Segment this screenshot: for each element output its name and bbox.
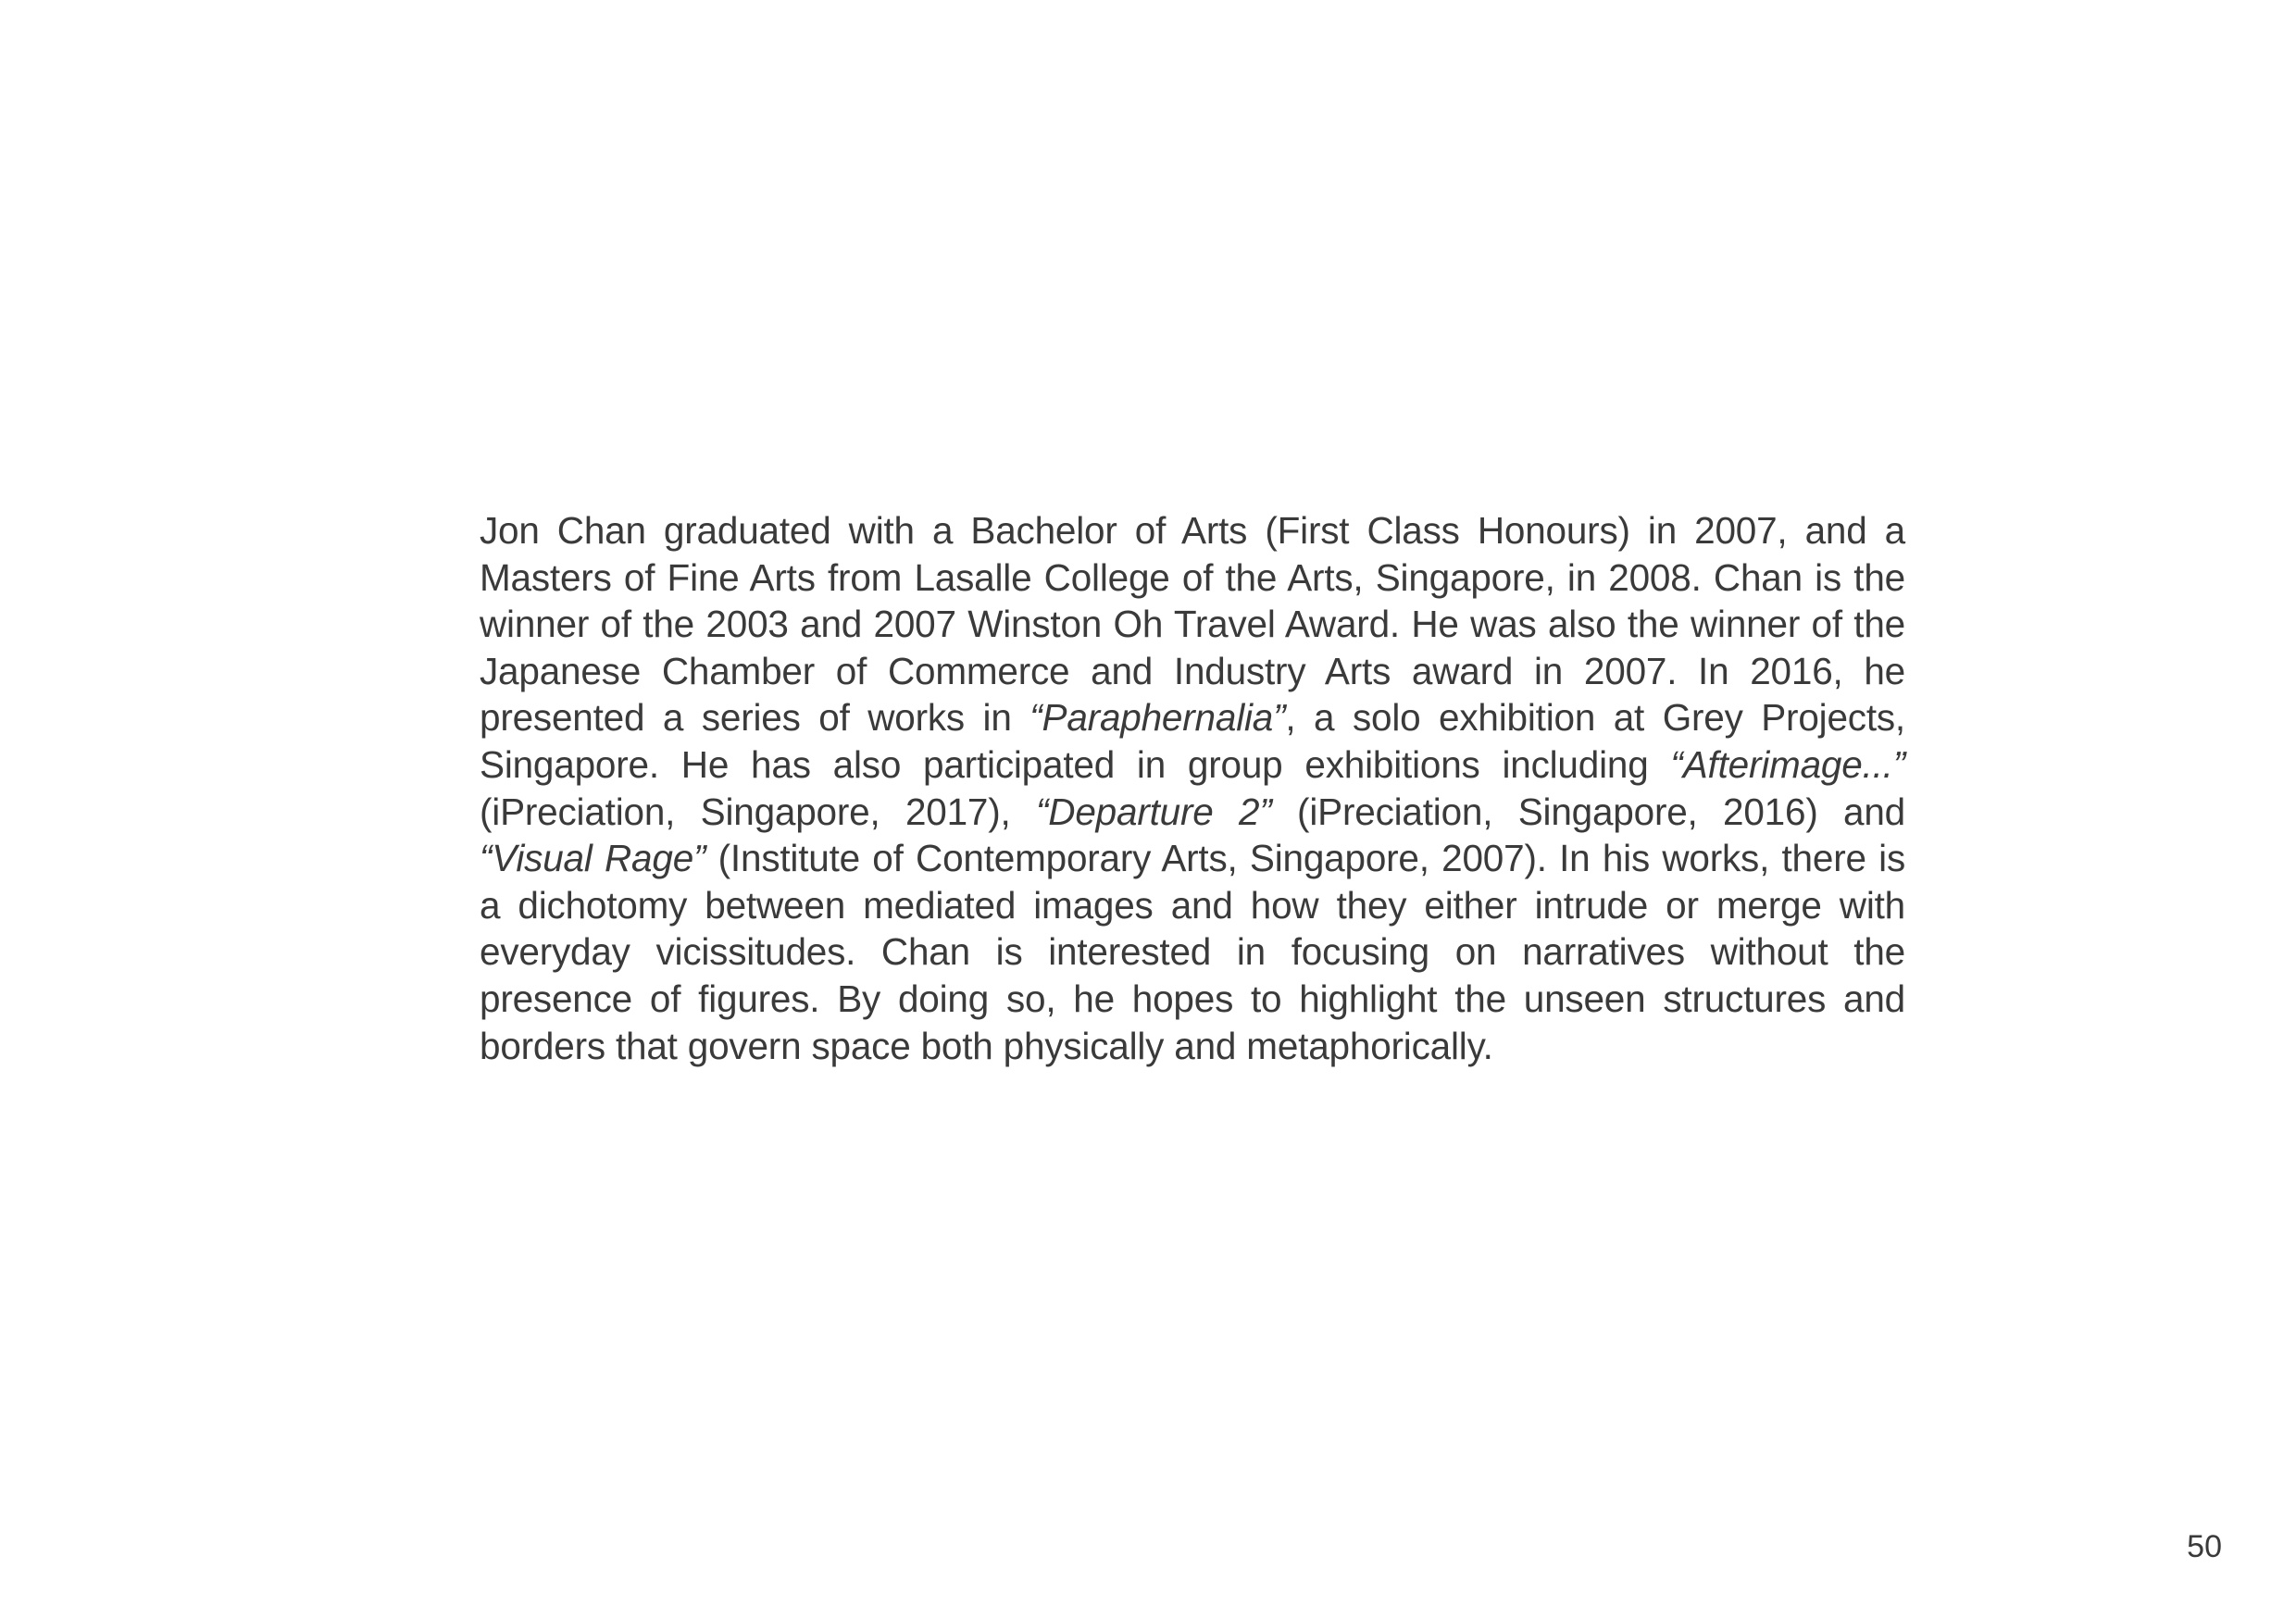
exhibition-title-paraphernalia: “Paraphernalia”	[1029, 696, 1286, 740]
exhibition-title-visual-rage: “Visual Rage”	[480, 837, 706, 880]
artist-biography	[480, 507, 1905, 1069]
page-number: 50	[2187, 1529, 2222, 1564]
exhibition-title-afterimage: “Afterimage...”	[1670, 742, 1905, 786]
exhibition-title-departure-2: “Departure 2”	[1036, 790, 1272, 833]
bio-text-segment: Jon Chan graduated with a Bachelor of Arts (First Class Honours) in 2007, and a Masters of Fine Arts from Lasalle College of the Arts, Singapore, in 2008. Chan is the winner of the 2003 and 2007 Winston Oh Travel Award. He was also the winner of the Japanese Chamber of Commerce and Industry Arts award in 2007. In 2016, he presented a series of works in	[480, 509, 1905, 740]
bio-text-segment: , a solo exhibition at Grey Projects, Singapore. He has also participated in group exhibitions including	[480, 696, 1905, 786]
bio-text-segment: (iPreciation, Singapore, 2017),	[480, 790, 1037, 833]
bio-text-segment: (Institute of Contemporary Arts, Singapore, 2007). In his works, there is a dichotomy between mediated images and how they either intrude or merge with everyday vicissitudes. Chan is interested in focusing on narratives without the presence of figures. By doing so, he hopes to highlight the unseen structures and borders that govern space both physically and metaphorically.	[480, 837, 1905, 1067]
bio-text-segment: (iPreciation, Singapore, 2016) and	[1271, 790, 1905, 833]
